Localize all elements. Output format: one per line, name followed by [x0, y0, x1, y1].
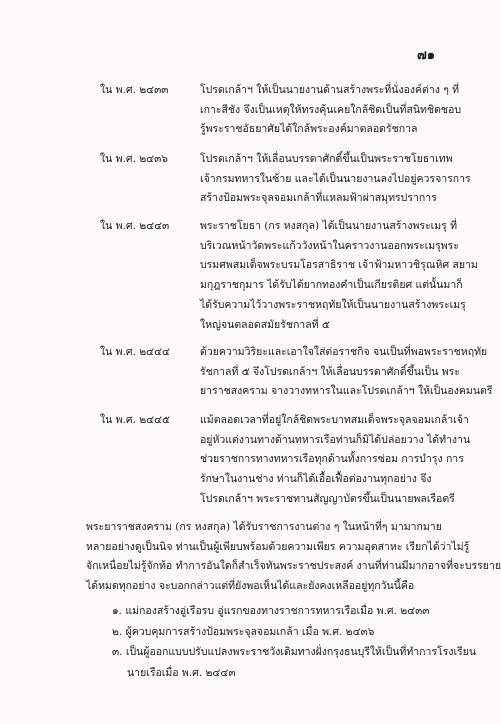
entry-line: ได้รับความไว้วางพระราชหฤทัยให้เป็นนายงานสร้างพระเมรุ — [200, 298, 466, 311]
entry-line: แม้ตลอดเวลาที่อยู่ใกล้ชิดพระบาทสมเด็จพระจุลจอมเกล้าเจ้า — [200, 414, 469, 426]
list-number: ๑. — [112, 605, 123, 617]
entry-line: ยาราชสงคราม จางวางทหารในและโปรดเกล้าฯ ให้เป็นองคมนตรี — [200, 385, 493, 398]
entry-line: ใหญ่จนตลอดสมัยรัชกาลที่ ๕ — [200, 318, 330, 331]
entry-line: บรมศพสมเด็จพระบรมโอรสาธิราช เจ้าฟ้ามหาวชิรุณหิศ สยาม — [200, 259, 478, 272]
list-text: เป็นผู้ออกแบบปรับแปลงพระราชวังเดิมทางฝั่งกรุงธนบุรีให้เป็นที่ทำการโรงเรียน — [125, 646, 477, 658]
list-number: ๓. — [112, 646, 123, 658]
entry-line: รัชกาลที่ ๕ จึงโปรดเกล้าฯ ให้เลื่อนบรรดาศักดิ์ขึ้นเป็น พระ — [200, 365, 460, 378]
entry-text — [200, 150, 471, 209]
list-text-continued: นายเรือเมื่อ พ.ศ. ๒๔๔๓ — [127, 666, 236, 679]
entry-line: มกุฎราชกุมาร ได้รับได้ยากทองคำเป็นเกียรติยศ แต่นั้นมาก็ — [200, 279, 463, 292]
paragraph-line: จักเหนื่อยไม่รู้จักท้อ ทำการอันใดก็สำเร็จทันพระราชประสงค์ งานที่ท่านมีมากอาจที่จะบรรยาย — [86, 560, 501, 573]
list-item — [112, 622, 442, 643]
body-paragraph — [86, 518, 501, 597]
entry-line: ด้วยความวิริยะและเอาใจใส่ต่อราชกิจ จนเป็นที่พอพระราชหฤทัย — [200, 346, 488, 358]
entry-date: ใน พ.ศ. ๒๔๓๓ — [100, 84, 169, 96]
entry-date: ใน พ.ศ. ๒๔๔๓ — [100, 220, 170, 232]
entry-line: เกาะสีชัง จึงเป็นเหตุให้ทรงคุ้นเคยใกล้ชิดเป็นที่สนิทชิดชอบ — [200, 103, 461, 116]
numbered-list — [112, 601, 477, 683]
entry-line: สร้างป้อมพระจุลจอมเกล้าที่แหลมฟ้าผ่าสมุทรปราการ — [200, 192, 437, 205]
entry-text — [200, 217, 478, 335]
entry-line: บริเวณหน้าวัดพระแก้ววังหน้าในคราวงานออกพระเมรุพระ — [200, 239, 459, 252]
entry-line: ช่วยราชการทางทหารเรือทุกด้านทั้งการซ่อม การบำรุง การ — [200, 453, 464, 466]
list-text: แม่กองสร้างอู่เรือรบ อู่แรกของทางราชการทหารเรือเมื่อ พ.ศ. ๒๔๓๓ — [125, 605, 430, 617]
entry-line: พระราชโยธา (กร หงสกุล) ได้เป็นนายงานสร้างพระเมรุ ที่ — [200, 220, 458, 232]
entry-date: ใน พ.ศ. ๒๔๔๔ — [100, 346, 171, 358]
paragraph-line: พระยาราชสงคราม (กร หงสกุล) ได้รับราชการงานต่าง ๆ ในหน้าที่ๆ มามากมาย — [86, 521, 442, 533]
entry-date: ใน พ.ศ. ๒๔๓๖ — [100, 153, 168, 165]
entry-line: โปรดเกล้าฯ ให้เลื่อนบรรดาศักดิ์ขึ้นเป็นพระราชโยธาเทพ — [200, 153, 453, 165]
entry-line: รู้พระราชอัธยาศัยได้ใกล้พระองค์มาตลอดรัชกาล — [200, 123, 418, 136]
entry-text — [200, 411, 471, 510]
entry-line: โปรดเกล้าฯ พระราชทานสัญญาบัตรขึ้นเป็นนายพลเรือตรี — [200, 492, 455, 505]
paragraph-line: หลายอย่างดูเป็นนิจ ท่านเป็นผู้เพียบพร้อมด้วยความเพียร ความอุตสาหะ เรียกได้ว่าไม่รู้ — [86, 540, 470, 553]
list-item — [112, 601, 442, 622]
entry-line: รักษาในงานช่าง ท่านก็ได้เอื้อเฟื้อต่องานทุกอย่าง จึง — [200, 473, 432, 486]
entry-line: โปรดเกล้าฯ ให้เป็นนายงานด้านสร้างพระที่นั่งองค์ต่าง ๆ ที่ — [200, 84, 460, 96]
entry-line: อยู่หัวแต่งานทางด้านทหารเรือท่านก็มิได้ปล่อยวาง ได้ทำงาน — [200, 433, 471, 446]
list-text: ผู้ควบคุมการสร้างป้อมพระจุลจอมเกล้า เมื่อ พ.ศ. ๒๔๓๖ — [125, 625, 375, 638]
page-number: ๗๑ — [416, 48, 435, 63]
list-number: ๒. — [112, 625, 123, 638]
entry-date: ใน พ.ศ. ๒๔๔๕ — [100, 414, 171, 426]
list-item — [112, 642, 477, 663]
entry-line: เจ้ากรมทหารในซ้าย และได้เป็นนายงานลงไปอยู่ควรจารการ — [200, 172, 471, 185]
entry-text — [200, 343, 493, 402]
entry-text — [200, 81, 461, 140]
paragraph-line: ได้หมดทุกอย่าง จะบอกกล่าวแต่ที่ยังพอเห็นได้และยังคงเหลืออยู่ทุกวันนี้คือ — [86, 580, 415, 593]
